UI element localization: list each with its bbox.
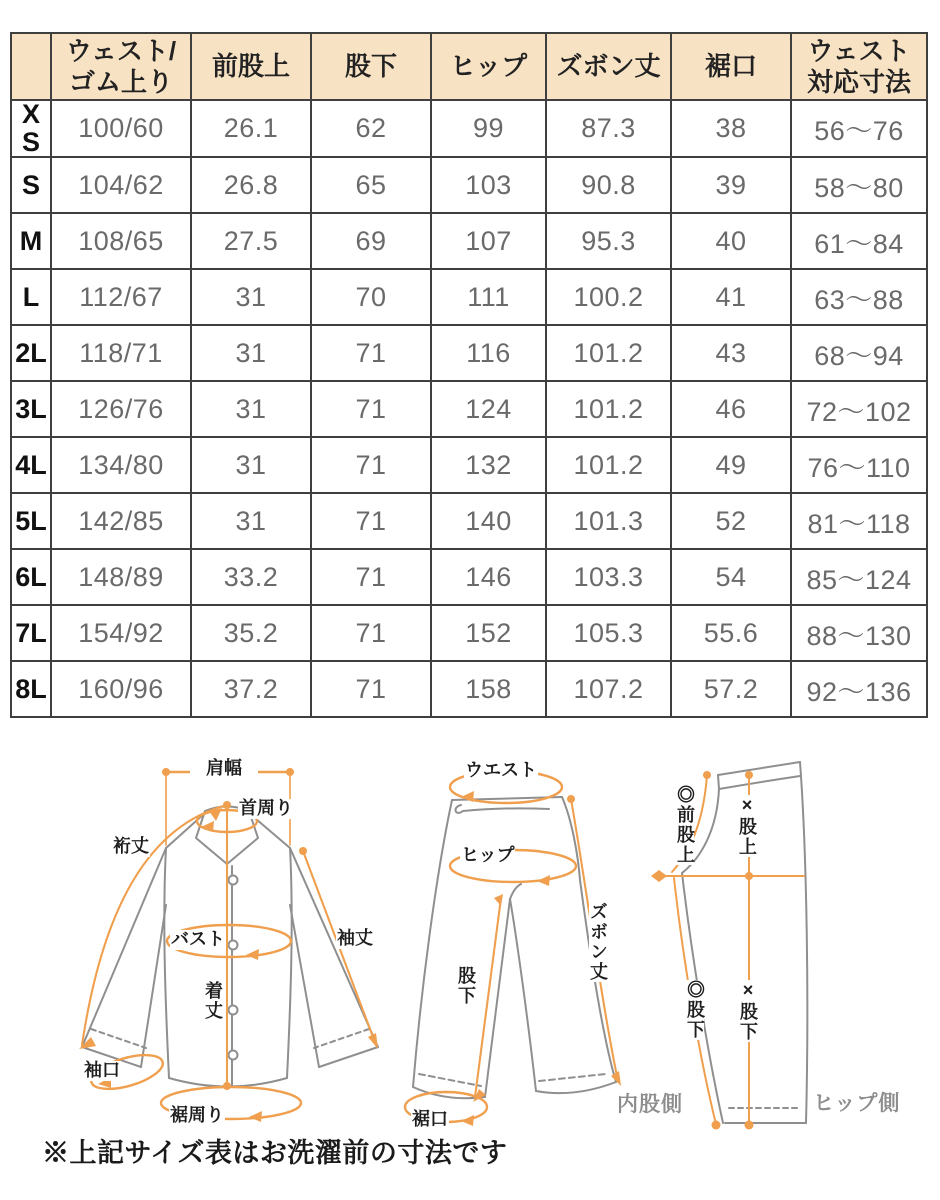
measurement-cell: 104/62	[51, 157, 191, 213]
measurement-cell: 81〜118	[791, 493, 927, 549]
measurement-cell: 52	[671, 493, 791, 549]
table-row	[11, 437, 927, 493]
measurement-cell: 103	[431, 157, 546, 213]
label-pants-length: ズボン丈	[588, 902, 608, 982]
measurement-cell: 116	[431, 325, 546, 381]
measurement-cell: 71	[311, 325, 431, 381]
label-cuff-opening: 袖口	[84, 1060, 120, 1080]
measurement-cell: 132	[431, 437, 546, 493]
measurement-cell: 31	[191, 325, 311, 381]
column-header: 裾口	[671, 33, 791, 100]
table-row	[11, 269, 927, 325]
label-shoulder-width: 肩幅	[190, 759, 258, 779]
measurement-cell: 142/85	[51, 493, 191, 549]
corner-cell	[11, 33, 51, 100]
column-header: 股下	[311, 33, 431, 100]
size-label: 4L	[11, 437, 51, 493]
table-row	[11, 661, 927, 717]
measurement-cell: 65	[311, 157, 431, 213]
label-hem-opening: 裾口	[412, 1109, 448, 1129]
size-label: M	[11, 213, 51, 269]
measurement-cell: 31	[191, 381, 311, 437]
measurement-cell: 87.3	[546, 100, 671, 157]
column-header: ウェスト/ゴム上り	[51, 33, 191, 100]
measurement-cell: 85〜124	[791, 549, 927, 605]
size-label: 3L	[11, 381, 51, 437]
table-row	[11, 213, 927, 269]
measurement-cell: 27.5	[191, 213, 311, 269]
label-bust: バスト	[171, 929, 225, 949]
measurement-cell: 70	[311, 269, 431, 325]
measurement-cell: 108/65	[51, 213, 191, 269]
measurement-cell: 92〜136	[791, 661, 927, 717]
label-body-length: 着丈	[203, 981, 223, 1021]
measurement-cell: 71	[311, 381, 431, 437]
measurement-cell: 26.8	[191, 157, 311, 213]
measurement-cell: 26.1	[191, 100, 311, 157]
size-label: S	[11, 157, 51, 213]
measurement-cell: 71	[311, 549, 431, 605]
measurement-cell: 39	[671, 157, 791, 213]
measurement-cell: 55.6	[671, 605, 791, 661]
column-header: ズボン丈	[546, 33, 671, 100]
label-hip-side: ヒップ側	[813, 1092, 901, 1115]
size-label: XS	[11, 100, 51, 157]
measurement-cell: 71	[311, 605, 431, 661]
measurement-cell: 31	[191, 493, 311, 549]
size-label: 6L	[11, 549, 51, 605]
label-inseam-inner: ◎股下	[685, 980, 705, 1040]
measurement-cell: 76〜110	[791, 437, 927, 493]
measurement-cell: 57.2	[671, 661, 791, 717]
table-row	[11, 549, 927, 605]
measurement-cell: 46	[671, 381, 791, 437]
table-row	[11, 325, 927, 381]
measurement-cell: 154/92	[51, 605, 191, 661]
column-header: ウェスト対応寸法	[791, 33, 927, 100]
table-row	[11, 381, 927, 437]
measurement-cell: 100.2	[546, 269, 671, 325]
label-sleeve-reach: 裄丈	[113, 836, 149, 856]
label-front-rise: ◎前股上	[675, 785, 695, 865]
column-header: 前股上	[191, 33, 311, 100]
measurement-cell: 158	[431, 661, 546, 717]
measurement-cell: 134/80	[51, 437, 191, 493]
measurement-cell: 95.3	[546, 213, 671, 269]
header-row	[11, 33, 927, 100]
measurement-cell: 71	[311, 437, 431, 493]
measurement-cell: 124	[431, 381, 546, 437]
measurement-cell: 101.2	[546, 325, 671, 381]
measurement-cell: 111	[431, 269, 546, 325]
size-label: 5L	[11, 493, 51, 549]
measurement-cell: 31	[191, 269, 311, 325]
measurement-cell: 103.3	[546, 549, 671, 605]
size-label: 7L	[11, 605, 51, 661]
measurement-cell: 69	[311, 213, 431, 269]
measurement-cell: 101.3	[546, 493, 671, 549]
measurement-cell: 101.2	[546, 381, 671, 437]
measurement-cell: 101.2	[546, 437, 671, 493]
measurement-cell: 152	[431, 605, 546, 661]
label-inseam-outer: ×股下	[738, 980, 758, 1042]
measurement-cell: 160/96	[51, 661, 191, 717]
size-table	[10, 32, 928, 718]
measurement-cell: 112/67	[51, 269, 191, 325]
measurement-cell: 71	[311, 493, 431, 549]
table-row	[11, 605, 927, 661]
measurement-cell: 71	[311, 661, 431, 717]
measurement-cell: 105.3	[546, 605, 671, 661]
size-label: 2L	[11, 325, 51, 381]
measurement-cell: 140	[431, 493, 546, 549]
column-header: ヒップ	[431, 33, 546, 100]
label-hem-around: 裾周り	[170, 1105, 224, 1125]
measurement-cell: 33.2	[191, 549, 311, 605]
measurement-cell: 31	[191, 437, 311, 493]
measurement-cell: 63〜88	[791, 269, 927, 325]
label-waist: ウエスト	[465, 760, 537, 780]
measurement-cell: 41	[671, 269, 791, 325]
measurement-cell: 99	[431, 100, 546, 157]
measurement-cell: 61〜84	[791, 213, 927, 269]
measurement-illustrations	[0, 745, 940, 1165]
measurement-cell: 126/76	[51, 381, 191, 437]
measurement-cell: 148/89	[51, 549, 191, 605]
measurement-cell: 68〜94	[791, 325, 927, 381]
label-hip: ヒップ	[461, 845, 515, 865]
table-row	[11, 157, 927, 213]
table-row	[11, 493, 927, 549]
measurement-cell: 35.2	[191, 605, 311, 661]
measurement-cell: 146	[431, 549, 546, 605]
measurement-cell: 62	[311, 100, 431, 157]
size-label: 8L	[11, 661, 51, 717]
measurement-cell: 37.2	[191, 661, 311, 717]
measurement-cell: 58〜80	[791, 157, 927, 213]
measurement-cell: 38	[671, 100, 791, 157]
measurement-cell: 100/60	[51, 100, 191, 157]
label-sleeve-length: 袖丈	[337, 928, 373, 948]
label-neck-around: 首周り	[239, 798, 293, 818]
measurement-cell: 90.8	[546, 157, 671, 213]
size-label: L	[11, 269, 51, 325]
measurement-cell: 56〜76	[791, 100, 927, 157]
measurement-cell: 49	[671, 437, 791, 493]
measurement-cell: 72〜102	[791, 381, 927, 437]
label-rise: ×股上	[737, 795, 757, 857]
pants-front-outline	[413, 797, 616, 1098]
wash-note: ※上記サイズ表はお洗濯前の寸法です	[42, 1138, 508, 1168]
label-inseam: 股下	[456, 966, 476, 1006]
measurement-cell: 107	[431, 213, 546, 269]
measurement-cell: 40	[671, 213, 791, 269]
pants-front-measure-lines	[405, 771, 618, 1122]
measurement-cell: 107.2	[546, 661, 671, 717]
measurement-cell: 88〜130	[791, 605, 927, 661]
table-row	[11, 100, 927, 157]
measurement-cell: 118/71	[51, 325, 191, 381]
measurement-cell: 43	[671, 325, 791, 381]
measurement-cell: 54	[671, 549, 791, 605]
label-inner-leg-side: 内股側	[617, 1093, 683, 1116]
